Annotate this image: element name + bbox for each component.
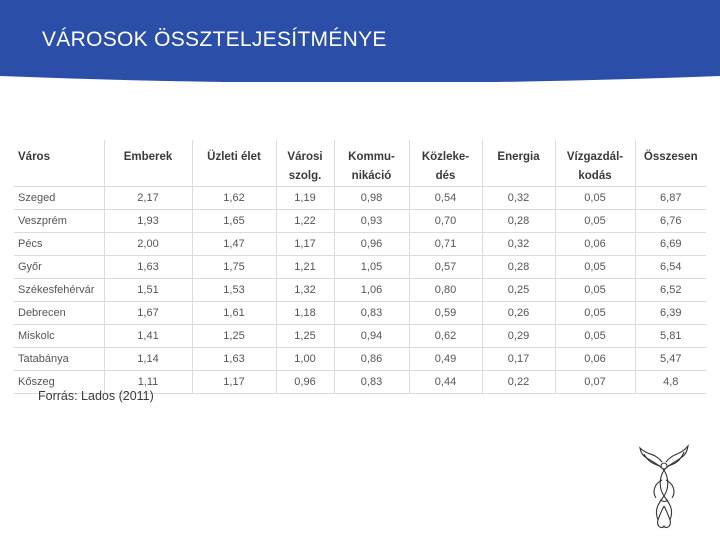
value-cell: 1,75 [192,256,276,279]
table-row [14,279,706,302]
column-header [409,140,482,187]
table-header-row [14,140,706,187]
value-cell: 1,93 [104,210,192,233]
value-cell: 0,06 [555,233,635,256]
value-cell: 0,96 [276,371,334,394]
value-cell: 1,62 [192,187,276,210]
value-cell: 1,41 [104,325,192,348]
value-cell: 2,17 [104,187,192,210]
value-cell: 1,11 [104,371,192,394]
table-row [14,210,706,233]
city-name-cell: Szeged [14,187,104,210]
table-row [14,348,706,371]
value-cell: 0,05 [555,302,635,325]
value-cell: 0,86 [334,348,409,371]
value-cell: 0,62 [409,325,482,348]
value-cell: 4,8 [635,371,706,394]
city-name-cell: Győr [14,256,104,279]
column-header [635,140,706,187]
header-label: nikáció [351,170,392,182]
value-cell: 0,94 [334,325,409,348]
value-cell: 1,17 [276,233,334,256]
header-label: Üzleti élet [207,151,261,163]
city-name-cell: Székesfehérvár [14,279,104,302]
value-cell: 1,22 [276,210,334,233]
value-cell: 1,51 [104,279,192,302]
column-header [482,140,555,187]
header-label: Energia [497,151,540,163]
value-cell: 1,18 [276,302,334,325]
value-cell: 0,29 [482,325,555,348]
slide-title: VÁROSOK ÖSSZTELJESÍTMÉNYE [42,28,387,51]
phoenix-logo-icon [636,440,692,532]
value-cell: 0,49 [409,348,482,371]
value-cell: 0,70 [409,210,482,233]
value-cell: 0,05 [555,210,635,233]
value-cell: 1,63 [104,256,192,279]
city-name-cell: Pécs [14,233,104,256]
value-cell: 0,28 [482,256,555,279]
table-row [14,325,706,348]
header-label: kodás [578,170,612,182]
table-row [14,302,706,325]
header-label: Emberek [123,151,173,163]
value-cell: 0,93 [334,210,409,233]
value-cell: 0,44 [409,371,482,394]
value-cell: 1,14 [104,348,192,371]
value-cell: 0,96 [334,233,409,256]
city-name-cell: Debrecen [14,302,104,325]
value-cell: 0,57 [409,256,482,279]
header-label: Vízgazdál- [566,151,624,163]
value-cell: 1,47 [192,233,276,256]
value-cell: 2,00 [104,233,192,256]
value-cell: 0,54 [409,187,482,210]
value-cell: 1,00 [276,348,334,371]
value-cell: 6,87 [635,187,706,210]
value-cell: 0,32 [482,233,555,256]
value-cell: 0,05 [555,187,635,210]
value-cell: 1,67 [104,302,192,325]
value-cell: 0,07 [555,371,635,394]
value-cell: 0,83 [334,371,409,394]
value-cell: 6,39 [635,302,706,325]
column-header [192,140,276,187]
value-cell: 1,61 [192,302,276,325]
source-note: Forrás: Lados (2011) [38,389,154,403]
header-label: szolg. [288,170,322,182]
value-cell: 0,59 [409,302,482,325]
value-cell: 1,06 [334,279,409,302]
header-label: Kommu- [348,151,395,163]
value-cell: 1,21 [276,256,334,279]
city-name-cell: Tatabánya [14,348,104,371]
column-header [555,140,635,187]
value-cell: 1,25 [192,325,276,348]
city-name-cell: Veszprém [14,210,104,233]
value-cell: 6,54 [635,256,706,279]
value-cell: 0,05 [555,325,635,348]
header-label: dés [435,170,456,182]
value-cell: 1,32 [276,279,334,302]
value-cell: 6,76 [635,210,706,233]
value-cell: 0,71 [409,233,482,256]
value-cell: 0,32 [482,187,555,210]
value-cell: 1,25 [276,325,334,348]
table-row [14,256,706,279]
value-cell: 0,06 [555,348,635,371]
header-label: Városi [287,151,323,163]
cities-performance-table [14,140,706,394]
table-body [14,187,706,394]
value-cell: 0,26 [482,302,555,325]
value-cell: 0,28 [482,210,555,233]
value-cell: 1,05 [334,256,409,279]
header-label: Összesen [643,151,698,163]
value-cell: 0,17 [482,348,555,371]
value-cell: 0,05 [555,256,635,279]
column-header [104,140,192,187]
value-cell: 5,47 [635,348,706,371]
header-label: Város [18,151,50,163]
value-cell: 0,22 [482,371,555,394]
value-cell: 1,53 [192,279,276,302]
table-row [14,233,706,256]
value-cell: 1,17 [192,371,276,394]
value-cell: 0,80 [409,279,482,302]
value-cell: 1,19 [276,187,334,210]
value-cell: 1,63 [192,348,276,371]
value-cell: 0,98 [334,187,409,210]
value-cell: 0,05 [555,279,635,302]
city-name-cell: Kőszeg [14,371,104,394]
header-label: Közleke- [421,151,470,163]
value-cell: 6,69 [635,233,706,256]
value-cell: 0,83 [334,302,409,325]
column-header [334,140,409,187]
value-cell: 5,81 [635,325,706,348]
column-header-city [14,140,104,187]
value-cell: 1,65 [192,210,276,233]
column-header [276,140,334,187]
table-row [14,187,706,210]
value-cell: 6,52 [635,279,706,302]
city-name-cell: Miskolc [14,325,104,348]
value-cell: 0,25 [482,279,555,302]
